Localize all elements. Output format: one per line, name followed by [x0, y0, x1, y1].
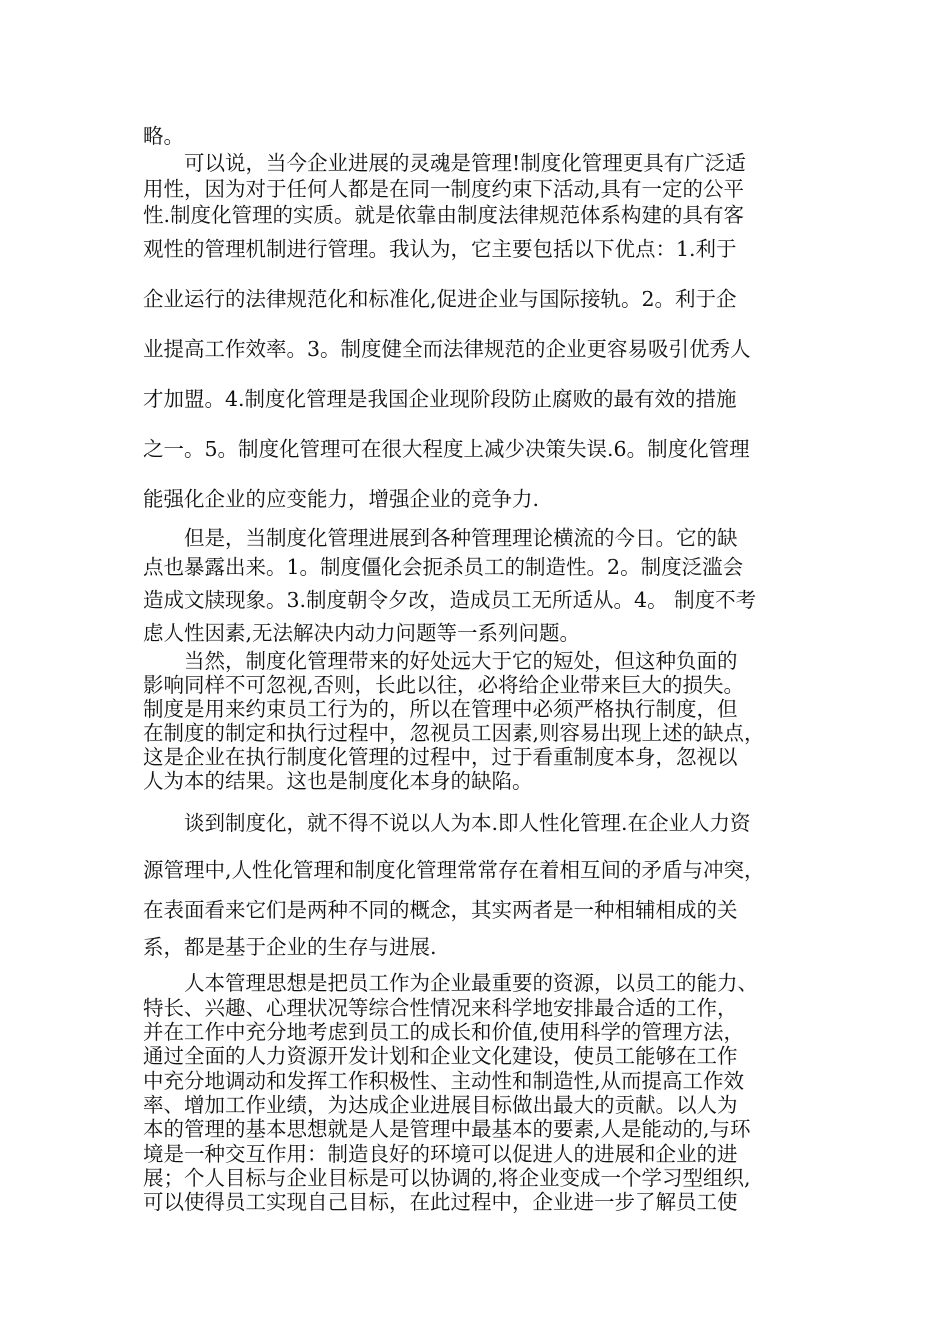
- paragraph-line-indented: 当然，制度化管理带来的好处远大于它的短处，但这种负面的: [184, 649, 738, 673]
- paragraph-line-indented: 可以说，当今企业进展的灵魂是管理!制度化管理更具有广泛适: [184, 151, 746, 175]
- text-line: 可以使得员工实现自己目标，在此过程中，企业进一步了解员工使: [143, 1190, 738, 1214]
- text-line: 观性的管理机制进行管理。我认为，它主要包括以下优点：1.利于: [143, 237, 737, 261]
- text-line: 制度是用来约束员工行为的，所以在管理中必须严格执行制度，但: [143, 697, 738, 721]
- paragraph-line-indented: 人本管理思想是把员工作为企业最重要的资源，以员工的能力、: [184, 971, 758, 995]
- text-line: 本的管理的基本思想就是人是管理中最基本的要素,人是能动的,与环: [143, 1117, 751, 1141]
- text-line: 性.制度化管理的实质。就是依靠由制度法律规范体系构建的具有客: [143, 203, 745, 227]
- text-line: 企业运行的法律规范化和标准化,促进企业与国际接轨。2。利于企: [143, 287, 737, 311]
- text-line: 之一。5。制度化管理可在很大程度上减少决策失误.6。制度化管理: [143, 437, 750, 461]
- text-line: 中充分地调动和发挥工作积极性、主动性和制造性,从而提高工作效: [143, 1069, 745, 1093]
- text-line: 通过全面的人力资源开发计划和企业文化建设，使员工能够在工作: [143, 1044, 738, 1068]
- text-line: 造成文牍现象。3.制度朝令夕改，造成员工无所适从。4。 制度不考: [143, 588, 757, 612]
- text-line: 在表面看来它们是两种不同的概念，其实两者是一种相辅相成的关: [143, 898, 738, 922]
- text-line: 人为本的结果。这也是制度化本身的缺陷。: [143, 769, 533, 793]
- text-line: 才加盟。4.制度化管理是我国企业现阶段防止腐败的最有效的措施: [143, 387, 737, 411]
- text-line: 源管理中,人性化管理和制度化管理常常存在着相互间的矛盾与冲突，: [143, 858, 765, 882]
- text-line: 展；个人目标与企业目标是可以协调的,将企业变成一个学习型组织,: [143, 1166, 751, 1190]
- text-line: 境是一种交互作用：制造良好的环境可以促进人的进展和企业的进: [143, 1142, 738, 1166]
- text-line: 业提高工作效率。3。制度健全而法律规范的企业更容易吸引优秀人: [143, 337, 751, 361]
- text-line: 系，都是基于企业的生存与进展.: [143, 935, 437, 959]
- text-line: 并在工作中充分地考虑到员工的成长和价值,使用科学的管理方法，: [143, 1020, 745, 1044]
- text-line: 这是企业在执行制度化管理的过程中，过于看重制度本身，忽视以: [143, 745, 738, 769]
- text-line: 用性，因为对于任何人都是在同一制度约束下活动,具有一定的公平: [143, 177, 745, 201]
- text-line: 影响同样不可忽视,否则，长此以往，必将给企业带来巨大的损失。: [143, 673, 745, 697]
- text-line: 率、增加工作业绩，为达成企业进展目标做出最大的贡献。以人为: [143, 1093, 738, 1117]
- text-line: 能强化企业的应变能力，增强企业的竞争力.: [143, 487, 540, 511]
- text-line: 略。: [143, 124, 184, 148]
- text-line: 特长、兴趣、心理状况等综合性情况来科学地安排最合适的工作，: [143, 996, 738, 1020]
- paragraph-line-indented: 但是，当制度化管理进展到各种管理理论横流的今日。它的缺: [184, 526, 738, 550]
- text-line: 虑人性因素,无法解决内动力问题等一系列问题。: [143, 621, 581, 645]
- text-line: 点也暴露出来。1。制度僵化会扼杀员工的制造性。2。制度泛滥会: [143, 555, 744, 579]
- paragraph-line-indented: 谈到制度化，就不得不说以人为本.即人性化管理.在企业人力资: [184, 811, 751, 835]
- text-line: 在制度的制定和执行过程中，忽视员工因素,则容易出现上述的缺点，: [143, 721, 765, 745]
